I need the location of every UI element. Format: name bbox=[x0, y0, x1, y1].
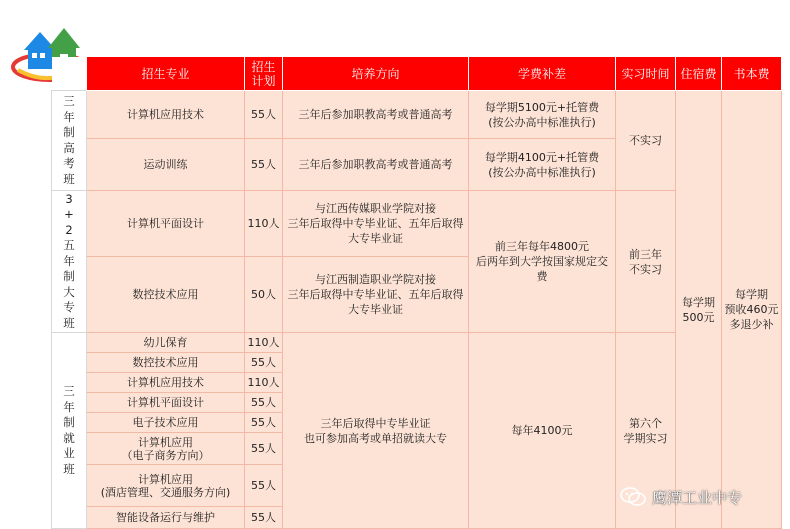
plan-cell: 55人 bbox=[245, 353, 283, 373]
plan-cell: 55人 bbox=[245, 433, 283, 465]
plan-cell: 110人 bbox=[245, 191, 283, 257]
header-blank bbox=[52, 57, 87, 91]
group-label-gaokao: 三 年 制 高 考 班 bbox=[52, 91, 87, 191]
plan-cell: 55人 bbox=[245, 139, 283, 191]
table-row bbox=[52, 91, 782, 139]
major-cell: 计算机应用技术 bbox=[87, 91, 245, 139]
table-row bbox=[52, 191, 782, 257]
major-cell: 计算机应用 （电子商务方向） bbox=[87, 433, 245, 465]
header-internship: 实习时间 bbox=[616, 57, 676, 91]
plan-cell: 50人 bbox=[245, 257, 283, 333]
internship-cell: 不实习 bbox=[616, 91, 676, 191]
header-plan: 招生 计划 bbox=[245, 57, 283, 91]
major-cell: 计算机应用技术 bbox=[87, 373, 245, 393]
major-cell: 计算机平面设计 bbox=[87, 393, 245, 413]
watermark-text: 鹰潭工业中专 bbox=[652, 488, 743, 507]
plan-cell: 55人 bbox=[245, 393, 283, 413]
dorm-cell: 每学期 500元 bbox=[676, 91, 722, 529]
fee-cell: 每学期5100元+托管费 (按公办高中标准执行) bbox=[469, 91, 616, 139]
fee-cell: 每学期4100元+托管费 (按公办高中标准执行) bbox=[469, 139, 616, 191]
plan-cell: 55人 bbox=[245, 91, 283, 139]
book-cell: 每学期 预收460元 多退少补 bbox=[722, 91, 782, 529]
direction-cell: 与江西制造职业学院对接 三年后取得中专毕业证、五年后取得大专毕业证 bbox=[283, 257, 469, 333]
plan-cell: 55人 bbox=[245, 465, 283, 507]
internship-cell: 第六个 学期实习 bbox=[616, 333, 676, 529]
major-cell: 运动训练 bbox=[87, 139, 245, 191]
plan-cell: 110人 bbox=[245, 333, 283, 353]
fee-cell: 每年4100元 bbox=[469, 333, 616, 529]
header-dorm: 住宿费 bbox=[676, 57, 722, 91]
header-fee: 学费补差 bbox=[469, 57, 616, 91]
plan-cell: 55人 bbox=[245, 413, 283, 433]
group-label-dazhuan: 3 + 2 五 年 制 大 专 班 bbox=[52, 191, 87, 333]
table-row bbox=[52, 333, 782, 353]
plan-cell: 110人 bbox=[245, 373, 283, 393]
major-cell: 计算机应用 (酒店管理、交通服务方向) bbox=[87, 465, 245, 507]
fee-cell: 前三年每年4800元 后两年到大学按国家规定交费 bbox=[469, 191, 616, 333]
internship-cell: 前三年 不实习 bbox=[616, 191, 676, 333]
direction-cell: 三年后参加职教高考或普通高考 bbox=[283, 139, 469, 191]
header-book: 书本费 bbox=[722, 57, 782, 91]
header-major: 招生专业 bbox=[87, 57, 245, 91]
major-cell: 电子技术应用 bbox=[87, 413, 245, 433]
direction-cell: 三年后取得中专毕业证 也可参加高考或单招就读大专 bbox=[283, 333, 469, 529]
plan-cell: 55人 bbox=[245, 507, 283, 529]
major-cell: 幼儿保育 bbox=[87, 333, 245, 353]
direction-cell: 三年后参加职教高考或普通高考 bbox=[283, 91, 469, 139]
major-cell: 智能设备运行与维护 bbox=[87, 507, 245, 529]
header-row bbox=[52, 57, 782, 91]
watermark bbox=[620, 486, 742, 508]
header-direction: 培养方向 bbox=[283, 57, 469, 91]
group-label-jiuye: 三 年 制 就 业 班 bbox=[52, 333, 87, 529]
major-cell: 计算机平面设计 bbox=[87, 191, 245, 257]
direction-cell: 与江西传媒职业学院对接 三年后取得中专毕业证、五年后取得大专毕业证 bbox=[283, 191, 469, 257]
enrollment-table bbox=[51, 56, 782, 529]
major-cell: 数控技术应用 bbox=[87, 257, 245, 333]
wechat-icon bbox=[620, 487, 646, 507]
major-cell: 数控技术应用 bbox=[87, 353, 245, 373]
